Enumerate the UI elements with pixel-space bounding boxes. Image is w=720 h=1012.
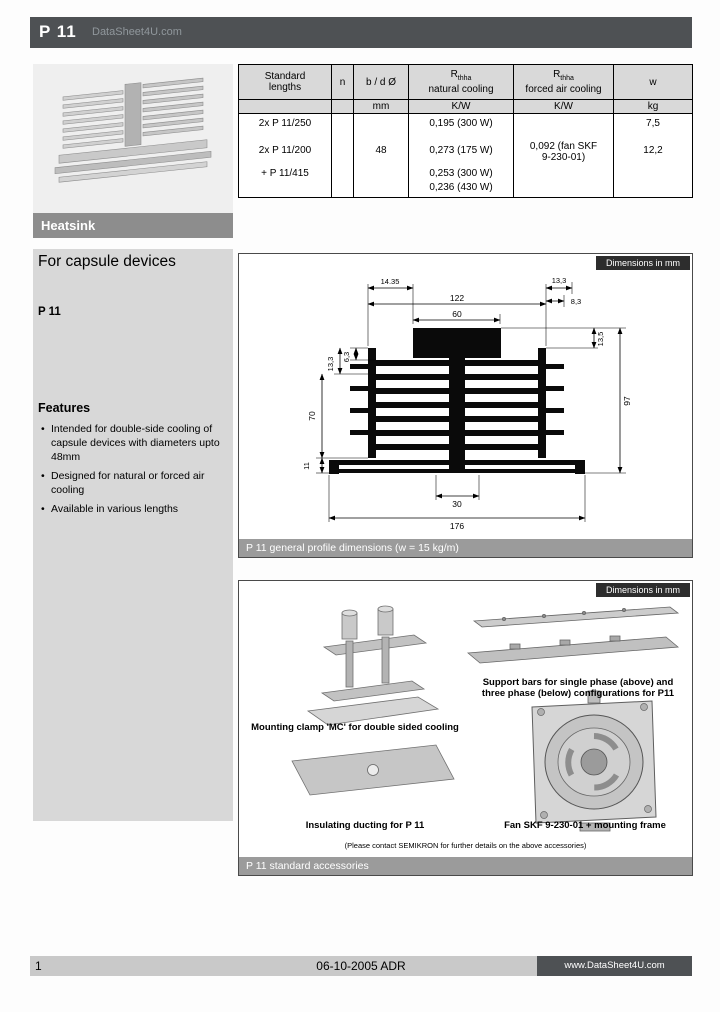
- header-text: $R_{thha}$: [450, 69, 472, 82]
- support-bars-drawing: [468, 607, 678, 663]
- page-number: 1: [35, 959, 42, 973]
- rth-forced-value: 9-230-01): [541, 152, 586, 163]
- rth-value: 0,236 (430 W): [429, 182, 493, 193]
- weight-value: 12,2: [643, 145, 663, 156]
- dim-label-13-3-left: 13,3: [326, 356, 335, 372]
- profile-drawing: [242, 270, 689, 536]
- figure1-caption: P 11 general profile dimensions (w = 15 kg/m): [239, 539, 692, 557]
- dim-label-13-3-top: 13,3: [551, 276, 567, 285]
- accessories-drawing: [242, 595, 689, 837]
- heatsink-photo: [33, 64, 233, 213]
- features-title: Features: [38, 401, 91, 415]
- part-number: P 11: [38, 306, 61, 318]
- insulating-duct-label: Insulating ducting for P 11: [305, 820, 425, 831]
- col-header-standard-lengths: [239, 65, 331, 99]
- header-text: w: [649, 76, 657, 88]
- figure-profile-dimensions: [238, 253, 693, 558]
- header-text: forced air cooling: [525, 84, 602, 95]
- table-units-row: [239, 99, 692, 114]
- rth-forced-value: 0,092 (fan SKF: [529, 141, 598, 152]
- table-header-row: [239, 65, 692, 99]
- col-header-rth-natural: [408, 65, 513, 99]
- lead-heading: For capsule devices: [38, 253, 176, 270]
- fan-drawing: [532, 691, 656, 831]
- bd-value: 48: [375, 145, 387, 156]
- dim-label-60: 60: [452, 309, 462, 319]
- cell-rth-forced: [513, 114, 613, 197]
- col-header-bd-diameter: [353, 65, 408, 99]
- dim-label-13-5: 13,5: [596, 331, 605, 347]
- header-text: natural cooling: [428, 84, 494, 95]
- contact-note: (Please contact SEMIKRON for further details on the above accessories): [344, 841, 587, 850]
- cell-weight: [613, 114, 692, 197]
- rth-value: 0,195 (300 W): [429, 118, 493, 129]
- page-header: [30, 17, 692, 48]
- heatsink-fins: [55, 75, 211, 182]
- header-text: Standard: [264, 71, 306, 82]
- dim-label-97: 97: [622, 396, 632, 406]
- header-text: lengths: [268, 82, 302, 93]
- heatsink-illustration: [33, 64, 233, 213]
- dimensions-in-mm-tag: Dimensions in mm: [596, 256, 690, 270]
- length-value: 2x P 11/250: [258, 118, 312, 129]
- heatsink-profile: [329, 328, 585, 474]
- unit-cell-kg: kg: [613, 100, 692, 113]
- left-column: [33, 249, 233, 821]
- col-header-rth-forced: [513, 65, 613, 99]
- features-list: [40, 422, 228, 521]
- watermark-bottom: www.DataSheet4U.com: [537, 956, 692, 976]
- dim-label-8-3: 8,3: [570, 297, 582, 306]
- feature-item: • Intended for double-side cooling of capsule devices with diameters upto 48mm: [40, 422, 228, 464]
- insulating-duct-drawing: [292, 745, 454, 795]
- header-text: n: [339, 76, 346, 88]
- figure-standard-accessories: [238, 580, 693, 876]
- dim-label-70: 70: [307, 411, 317, 421]
- length-value: + P 11/415: [261, 168, 309, 179]
- heatsink-label: Heatsink: [33, 213, 233, 238]
- footer-date: 06-10-2005 ADR: [316, 959, 406, 973]
- unit-cell-kw: K/W: [408, 100, 513, 113]
- dim-label-176: 176: [449, 521, 465, 531]
- fan-label: Fan SKF 9-230-01 + mounting frame: [504, 820, 666, 831]
- weight-value: 7,5: [646, 118, 660, 129]
- unit-cell: [239, 100, 331, 113]
- dim-label-6-3: 6,3: [342, 351, 351, 363]
- dimensions-in-mm-tag: Dimensions in mm: [596, 583, 690, 597]
- unit-cell-mm: mm: [353, 100, 408, 113]
- cell-bd: [353, 114, 408, 197]
- cell-standard-lengths: [239, 114, 331, 197]
- dim-label-122: 122: [449, 293, 465, 303]
- dim-label-14-35: 14.35: [380, 277, 400, 286]
- header-text: $R_{thha}$: [553, 69, 574, 82]
- unit-cell-kw: K/W: [513, 100, 613, 113]
- page-title: P 11: [39, 22, 77, 41]
- cell-n: [331, 114, 353, 197]
- figure2-caption: P 11 standard accessories: [239, 857, 692, 875]
- dim-label-11: 11: [302, 462, 311, 470]
- col-header-weight: [613, 65, 692, 99]
- mounting-clamp-label: Mounting clamp 'MC' for double sided cooling: [251, 722, 459, 733]
- page-footer: [30, 956, 692, 976]
- watermark-top: DataSheet4U.com: [92, 26, 182, 38]
- unit-cell: [331, 100, 353, 113]
- cell-rth-natural: [408, 114, 513, 197]
- ratings-table: [238, 64, 693, 198]
- mounting-clamp-drawing: [308, 606, 438, 725]
- col-header-n: [331, 65, 353, 99]
- length-value: 2x P 11/200: [258, 145, 312, 156]
- header-text: b / d Ø: [365, 76, 396, 88]
- support-bars-label: Support bars for single phase (above) and three phase (below) configurations for P11: [481, 677, 675, 699]
- feature-item: • Designed for natural or forced air cooling: [40, 469, 228, 497]
- dim-label-30: 30: [452, 499, 462, 509]
- feature-item: • Available in various lengths: [40, 502, 228, 516]
- table-body: [239, 114, 692, 197]
- rth-value: 0,253 (300 W): [429, 168, 493, 179]
- rth-value: 0,273 (175 W): [429, 145, 493, 156]
